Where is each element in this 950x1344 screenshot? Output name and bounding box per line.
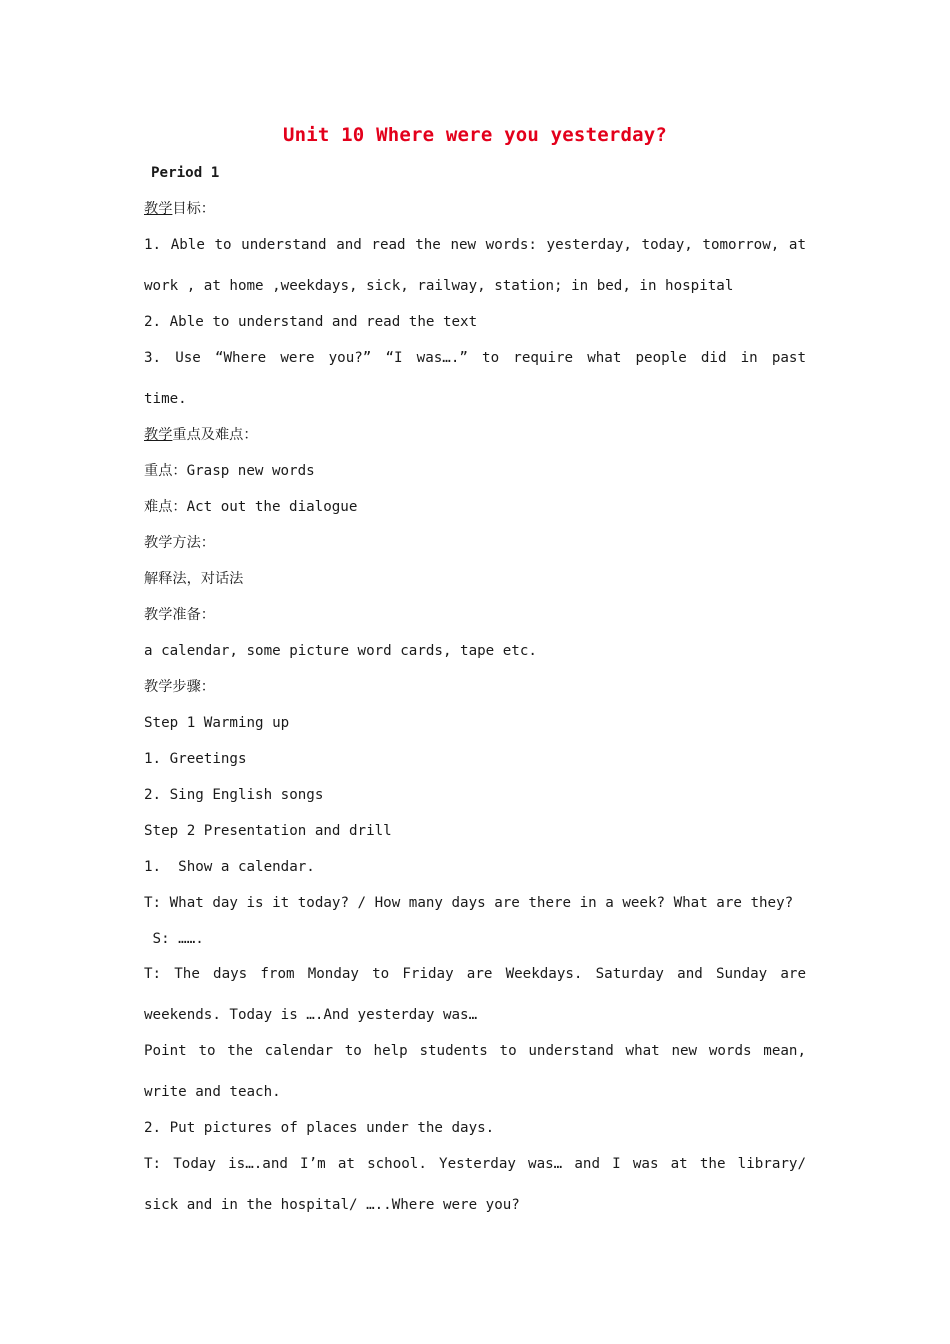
- goal-1-line-1: 1. Able to understand and read the new words: yesterday, today, tomorrow, at: [144, 237, 806, 253]
- goals-heading-underlined: 教学: [144, 201, 173, 217]
- preparation-text: a calendar, some picture word cards, tape etc.: [144, 643, 537, 659]
- step-2-item-2: 2. Put pictures of places under the days.: [144, 1120, 495, 1136]
- step-1-item-2: 2. Sing English songs: [144, 787, 324, 803]
- teacher-line-3-b: sick and in the hospital/ …..Where were you?: [144, 1197, 520, 1213]
- goal-3-line-1: 3. Use “Where were you?” “I was….” to require what people did in past: [144, 350, 806, 366]
- method-text: 解释法，对话法: [144, 571, 244, 587]
- teacher-line-2-b: weekends. Today is ….And yesterday was…: [144, 1007, 478, 1023]
- goal-3-line-2: time.: [144, 391, 187, 407]
- goal-1-line-2: work , at home ,weekdays, sick, railway, station; in bed, in hospital: [144, 278, 734, 294]
- key-heading-underlined: 教学: [144, 427, 173, 443]
- step-2-item-1: 1. Show a calendar.: [144, 859, 315, 875]
- difficult-point: 难点：Act out the dialogue: [144, 499, 358, 515]
- goals-heading-rest: 目标：: [172, 201, 215, 217]
- steps-heading: 教学步骤：: [144, 679, 215, 695]
- student-line-1: S: …….: [144, 931, 204, 947]
- key-heading-rest: 重点及难点：: [172, 427, 258, 443]
- step-1-heading: Step 1 Warming up: [144, 715, 290, 731]
- period-label: Period 1: [151, 165, 220, 181]
- document-title: Unit 10 Where were you yesterday?: [282, 124, 668, 146]
- instruction-line-b: write and teach.: [144, 1084, 281, 1100]
- teacher-line-1: T: What day is it today? / How many days are there in a week? What are they?: [144, 895, 794, 911]
- step-2-heading: Step 2 Presentation and drill: [144, 823, 392, 839]
- goals-heading: [144, 199, 215, 219]
- step-1-item-1: 1. Greetings: [144, 751, 247, 767]
- method-heading: 教学方法：: [144, 535, 215, 551]
- preparation-heading: 教学准备：: [144, 607, 215, 623]
- goal-2: 2. Able to understand and read the text: [144, 314, 478, 330]
- teacher-line-2-a: T: The days from Monday to Friday are Weekdays. Saturday and Sunday are: [144, 966, 806, 982]
- instruction-line-a: Point to the calendar to help students to understand what new words mean,: [144, 1043, 806, 1059]
- key-point: 重点：Grasp new words: [144, 463, 315, 479]
- key-points-heading: [144, 425, 258, 445]
- teacher-line-3-a: T: Today is….and I’m at school. Yesterday was… and I was at the library/: [144, 1156, 806, 1172]
